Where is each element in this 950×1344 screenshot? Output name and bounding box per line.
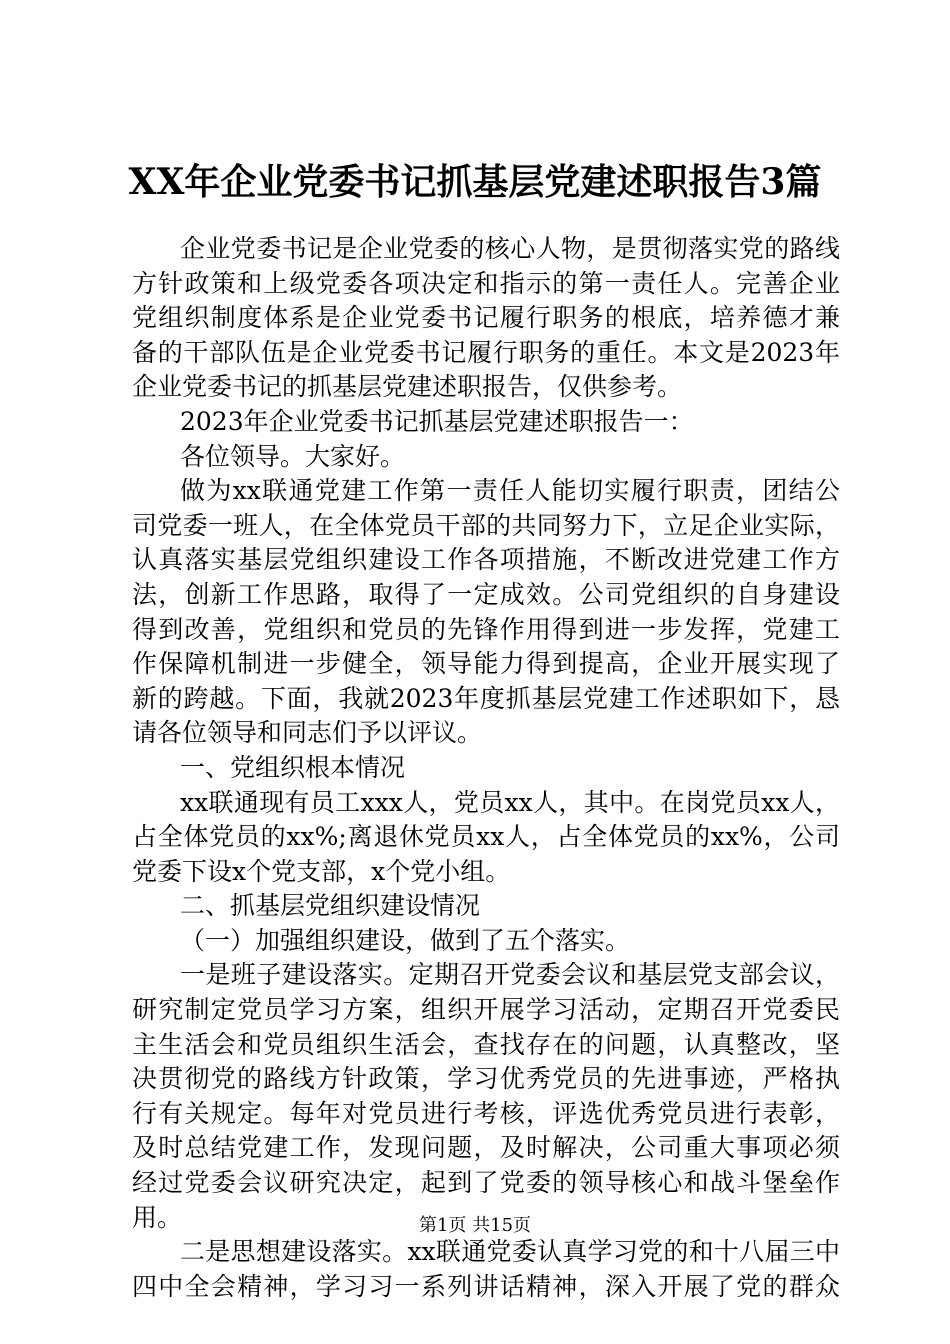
document-body: [132, 232, 840, 1304]
body-line: 法，创新工作思路，取得了一定成效。公司党组织的自身建设: [132, 579, 840, 609]
body-line: 做为xx联通党建工作第一责任人能切实履行职责，团结公: [180, 476, 840, 506]
body-line: 2023年企业党委书记抓基层党建述职报告一：: [180, 406, 694, 436]
body-line: 党组织制度体系是企业党委书记履行职务的根底，培养德才兼: [132, 303, 840, 333]
body-line: 方针政策和上级党委各项决定和指示的第一责任人。完善企业: [132, 268, 840, 298]
body-line: 决贯彻党的路线方针政策，学习优秀党员的先进事迹，严格执: [132, 1064, 840, 1094]
body-line: 各位领导。大家好。: [180, 441, 406, 471]
document-title: XX年企业党委书记抓基层党建述职报告3篇: [128, 161, 822, 203]
body-line: 研究制定党员学习方案，组织开展学习活动，定期召开党委民: [132, 995, 840, 1025]
body-line: 请各位领导和同志们予以评议。: [132, 718, 483, 748]
body-line: 党委下设x个党支部，x个党小组。: [132, 856, 511, 886]
page-footer: 第1页 共15页: [418, 1215, 532, 1236]
body-line: 备的干部队伍是企业党委书记履行职务的重任。本文是2023年: [132, 337, 840, 367]
body-line: 一是班子建设落实。定期召开党委会议和基层党支部会议，: [180, 960, 840, 990]
subsection-heading: （一）加强组织建设，做到了五个落实。: [180, 925, 631, 955]
body-line: 二是思想建设落实。xx联通党委认真学习党的和十八届三中: [180, 1237, 840, 1267]
section-heading: 二、抓基层党组织建设情况: [180, 891, 481, 921]
body-line: 司党委一班人，在全体党员干部的共同努力下，立足企业实际，: [132, 510, 840, 540]
body-line: 四中全会精神，学习习一系列讲话精神，深入开展了党的群众: [132, 1271, 840, 1301]
body-line: 企业党委书记的抓基层党建述职报告，仅供参考。: [132, 372, 683, 402]
body-line: 企业党委书记是企业党委的核心人物，是贯彻落实党的路线: [180, 234, 840, 263]
body-line: 行有关规定。每年对党员进行考核，评选优秀党员进行表彰，: [132, 1098, 840, 1128]
body-line: 及时总结党建工作，发现问题，及时解决，公司重大事项必须: [132, 1133, 840, 1163]
body-line: 新的跨越。下面，我就2023年度抓基层党建工作述职如下，恳: [132, 683, 840, 713]
body-line: xx联通现有员工xxx人，党员xx人，其中。在岗党员xx人，: [180, 787, 840, 817]
body-line: 认真落实基层党组织建设工作各项措施，不断改进党建工作方: [132, 545, 840, 575]
body-line: 经过党委会议研究决定，起到了党委的领导核心和战斗堡垒作: [132, 1168, 840, 1198]
body-line: 占全体党员的xx%;离退休党员xx人，占全体党员的xx%，公司: [132, 822, 840, 852]
body-line: 用。: [132, 1202, 183, 1232]
body-line: 主生活会和党员组织生活会，查找存在的问题，认真整改，坚: [132, 1029, 840, 1059]
body-line: 得到改善，党组织和党员的先锋作用得到进一步发挥，党建工: [132, 614, 840, 644]
body-line: 作保障机制进一步健全，领导能力得到提高，企业开展实现了: [132, 649, 840, 679]
section-heading: 一、党组织根本情况: [180, 752, 406, 782]
